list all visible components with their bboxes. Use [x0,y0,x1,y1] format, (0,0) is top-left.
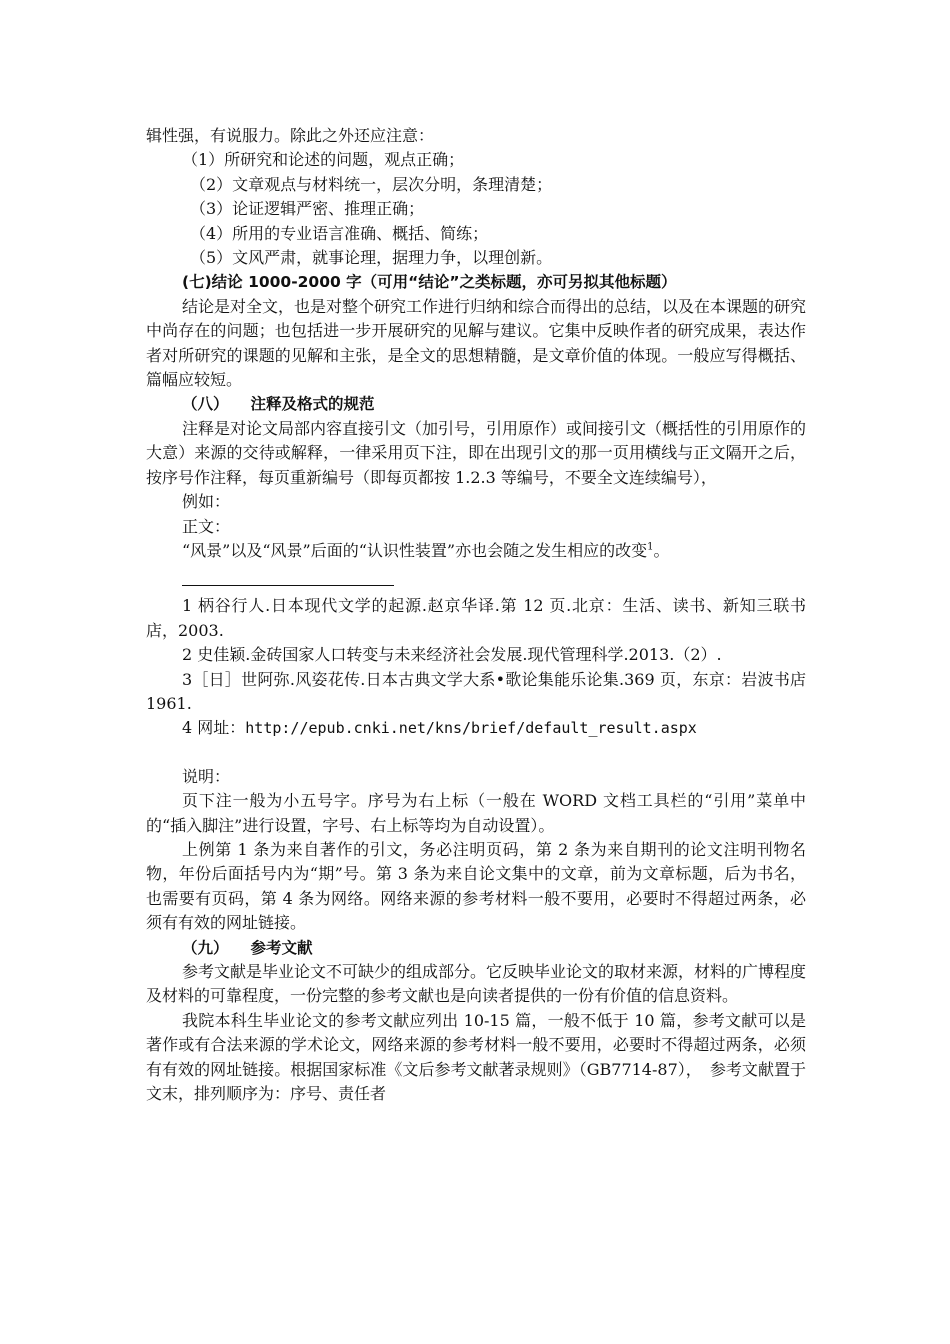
section9-number: （九） [182,938,229,957]
point-1: （1）所研究和论述的问题，观点正确； [182,150,465,170]
section9-heading [146,936,806,960]
section8-number: （八） [182,395,229,414]
section8-body: 注释是对论文局部内容直接引文（加引号，引用原作）或间接引文（概括性的引用原作的大意）来源的交待或解释，一律采用页下注，即在出现引文的那一页用横线与正文隔开之后，按序号作注释，每页重新编号（即每页都按 1.2.3 等编号，不要全文连续编号）， [146,418,807,487]
footnote-1: 1 柄谷行人.日本现代文学的起源.赵京华译.第 12 页.北京：生活、读书、新知三联书店，2003. [146,596,806,640]
footnote-separator [182,585,394,586]
section8-title: 注释及格式的规范 [250,395,375,414]
note-1: 页下注一般为小五号字。序号为右上标（一般在 WORD 文档工具栏的“引用”菜单中的“插入脚注”进行设置，字号、右上标等均为自动设置）。 [146,791,806,835]
intro-tail: 辑性强，有说服力。除此之外还应注意： [146,126,435,145]
example-text [146,539,806,563]
section9-body-2: 我院本科生毕业论文的参考文献应列出 10-15 篇，一般不低于 10 篇，参考文献可以是著作或有合法来源的学术论文，网络来源的参考材料一般不要用，必要时不得超过两条，必须有有效的网址链接。根据国家标准《文后参考文献著录规则》（GB7714-87）， 参考文献置于文末，排列顺序为：序号、责任者 [146,1010,806,1104]
example-sentence: “风景”以及“风景”后面的“认识性装置”亦也会随之发生相应的改变 [182,540,648,560]
point-2: （2）文章观点与材料统一，层次分明，条理清楚； [190,174,553,194]
point-5: （5）文风严肃，就事论理，据理力争，以理创新。 [190,248,553,268]
note-label: 说明： [182,766,231,786]
text-label: 正文： [182,516,231,536]
section7-body: 结论是对全文，也是对整个研究工作进行归纳和综合而得出的总结，以及在本课题的研究中尚存在的问题；也包括进一步开展研究的见解与建议。它集中反映作者的研究成果，表达作者对所研究的课题的见解和主张，是全文的思想精髓，是文章价值的体现。一般应写得概括、篇幅应较短。 [146,296,807,390]
point-4: （4）所用的专业语言准确、概括、简练； [190,223,489,243]
footnote-ref: 1 [647,541,654,553]
footnote-2: 2 史佳颖.金砖国家人口转变与未来经济社会发展.现代管理科学.2013.（2）. [182,645,722,665]
point-3: （3）论证逻辑严密、推理正确； [190,199,425,219]
example-label: 例如： [182,492,231,512]
footnote-3: 3［日］世阿弥.风姿花传.日本古典文学大系•歌论集能乐论集.369 页，东京：岩波书店 1961. [146,669,806,713]
section8-heading [146,392,806,416]
footnote-4-url[interactable]: http://epub.cnki.net/kns/brief/default_result.aspx [245,719,697,738]
section9-title: 参考文献 [250,938,313,957]
section7-heading: (七)结论 1000-2000 字（可用“结论”之类标题，亦可另拟其他标题） [182,273,677,292]
example-end: 。 [653,540,670,560]
section9-body-1: 参考文献是毕业论文不可缺少的组成部分。它反映毕业论文的取材来源，材料的广博程度及材料的可靠程度，一份完整的参考文献也是向读者提供的一份有价值的信息资料。 [146,962,807,1006]
footnote-4-label: 4 网址： [182,718,246,738]
footnote-4 [146,716,806,740]
document-body [146,124,806,1106]
note-2: 上例第 1 条为来自著作的引文，务必注明页码，第 2 条为来自期刊的论文注明刊物名物，年份后面括号内为“期”号。第 3 条为来自论文集中的文章，前为文章标题，后为书名，也需要有页码，第 4 条为网络。网络来源的参考材料一般不要用，必要时不得超过两条，必须有有效的网址链接。 [146,839,806,933]
